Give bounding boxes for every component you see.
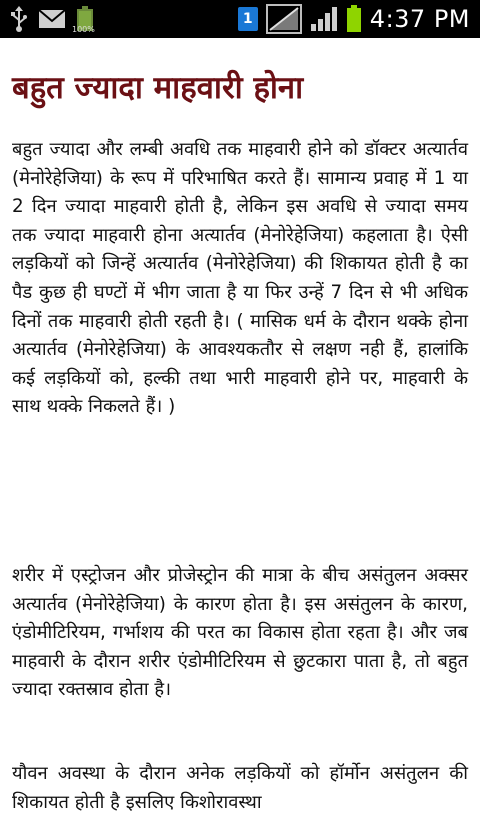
article-paragraph-3: यौवन अवस्था के दौरान अनेक लड़कियों को हॉर्मोन असंतुलन की शिकायत होती है इसलिए किशोरावस्था bbox=[12, 763, 468, 813]
status-bar-right bbox=[238, 4, 480, 34]
mail-icon bbox=[38, 9, 66, 29]
status-bar bbox=[0, 0, 480, 38]
status-bar-left bbox=[0, 6, 94, 32]
article-content[interactable] bbox=[0, 38, 480, 813]
battery-percent-label: 100% bbox=[72, 25, 95, 34]
article-title: बहुत ज्यादा माहवारी होना bbox=[12, 70, 304, 106]
battery-full-icon bbox=[346, 5, 362, 33]
article-paragraph-1: बहुत ज्यादा और लम्बी अवधि तक माहवारी होने को डॉक्टर अत्यार्तव (मेनोरेहेजिया) के रूप में परिभाषित करते हैं। सामान्य प्रवाह में 1 या 2 दिन ज्यादा माहवारी होती है, लेकिन इस अवधि से ज्यादा समय तक ज्यादा माहवारी होना अत्यार्तव (मेनोरेहेजिया) कहलाता है। ऐसी लड़कियों को जिन्हें अत्यार्तव (मेनोरेहेजिया) की शिकायत होती है का पैड कुछ ही घण्टों में भीग जाता है या फिर उन्हें 7 दिन से भी अधिक दिनों तक माहवारी होती रहती है। ( मासिक धर्म के दौरान थक्के होना अत्यार्तव (मेनोरेहेजिया) के आवश्यकतौर से लक्षण नही हैं, हालांकि कई लड़कियों को, हल्की तथा भारी माहवारी होने पर, माहवारी के साथ थक्के निकलते हैं। ) bbox=[12, 139, 468, 418]
notification-badge-icon: 1 bbox=[238, 7, 258, 31]
signal-bars-icon bbox=[310, 6, 338, 32]
no-signal-icon bbox=[266, 4, 302, 34]
status-clock: 4:37 PM bbox=[369, 5, 470, 33]
article-paragraph-2: शरीर में एस्ट्रोजन और प्रोजेस्ट्रोन की मात्रा के बीच असंतुलन अक्सर अत्यार्तव (मेनोरेहेजिया) के कारण होता है। इस असंतुलन के कारण, एंडोमीटिरियम, गर्भाशय की परत का विकास होता रहता है। और जब माहवारी के दौरान शरीर एंडोमीटिरियम से छुटकारा पाता है, तो बहुत ज्यादा रक्तस्राव होता है। bbox=[12, 565, 468, 701]
battery-icon bbox=[72, 6, 95, 34]
usb-icon bbox=[10, 6, 28, 32]
